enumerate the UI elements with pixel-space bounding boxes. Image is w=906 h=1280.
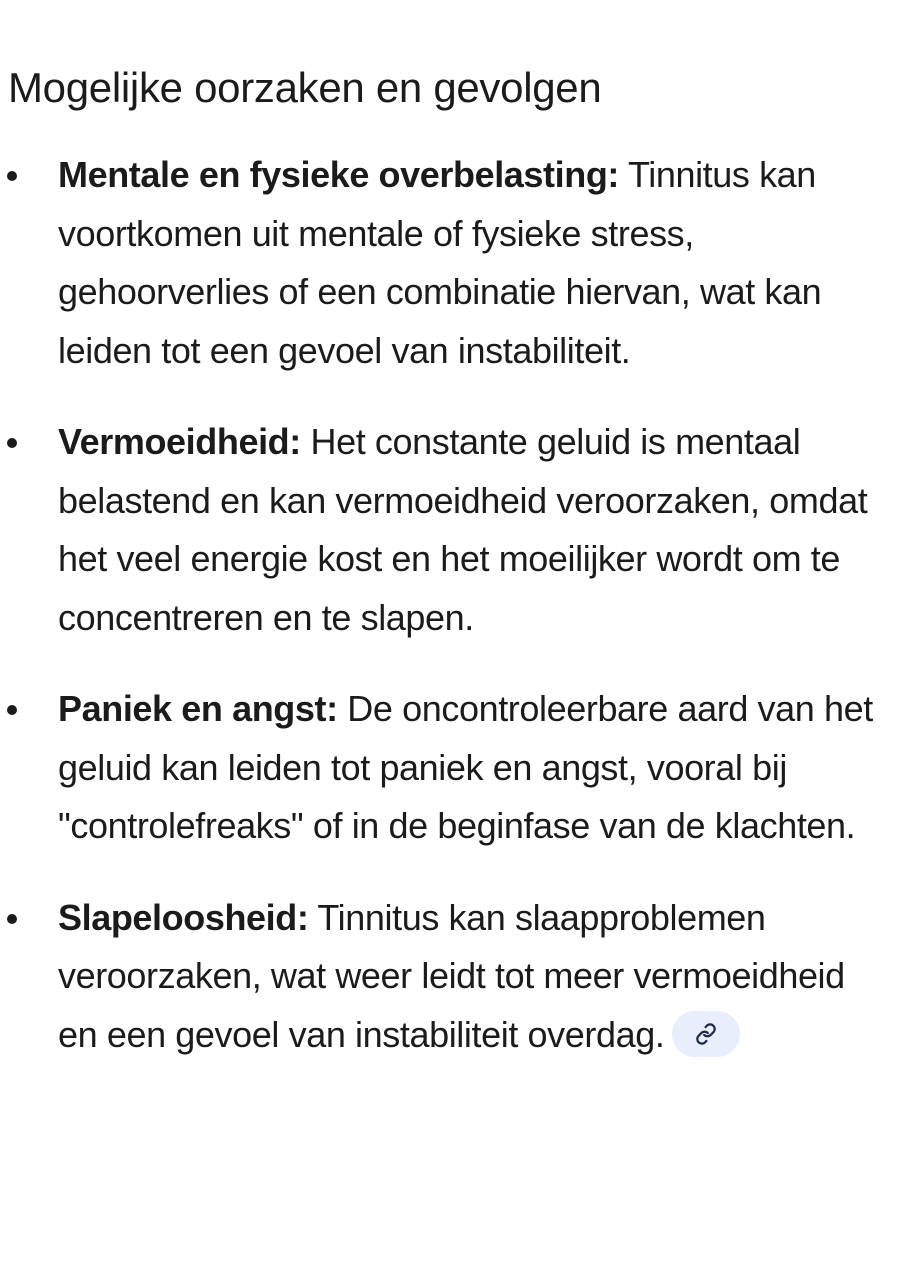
item-term: Mentale en fysieke overbelasting: [58,154,620,195]
bullet-icon [7,171,17,181]
list-item [0,413,906,647]
link-icon [695,1023,717,1045]
bullet-icon [7,438,17,448]
item-text: De oncontroleerbare aard van het geluid kan leiden tot paniek en angst, vooral bij "controlefreaks" of in de beginfase van de klachten. [58,688,873,846]
causes-list [0,146,906,1097]
list-item [0,889,906,1065]
source-link-button[interactable] [672,1011,740,1057]
item-text: Tinnitus kan slaapproblemen veroorzaken, wat weer leidt tot meer vermoeidheid en een gevoel van instabiliteit overdag. [58,896,845,1055]
item-term: Vermoeidheid: [58,421,301,462]
list-item [0,146,906,380]
bullet-icon [7,914,17,924]
item-text: Tinnitus kan voortkomen uit mentale of fysieke stress, gehoorverlies of een combinatie hiervan, wat kan leiden tot een gevoel van instabiliteit. [58,154,822,371]
item-text: Het constante geluid is mentaal belastend en kan vermoeidheid veroorzaken, omdat het veel energie kost en het moeilijker wordt om te concentreren en te slapen. [58,421,868,638]
item-term: Slapeloosheid: [58,896,309,938]
bullet-icon [7,705,17,715]
section-heading: Mogelijke oorzaken en gevolgen [8,64,602,111]
list-item [0,680,906,856]
item-term: Paniek en angst: [58,688,338,729]
